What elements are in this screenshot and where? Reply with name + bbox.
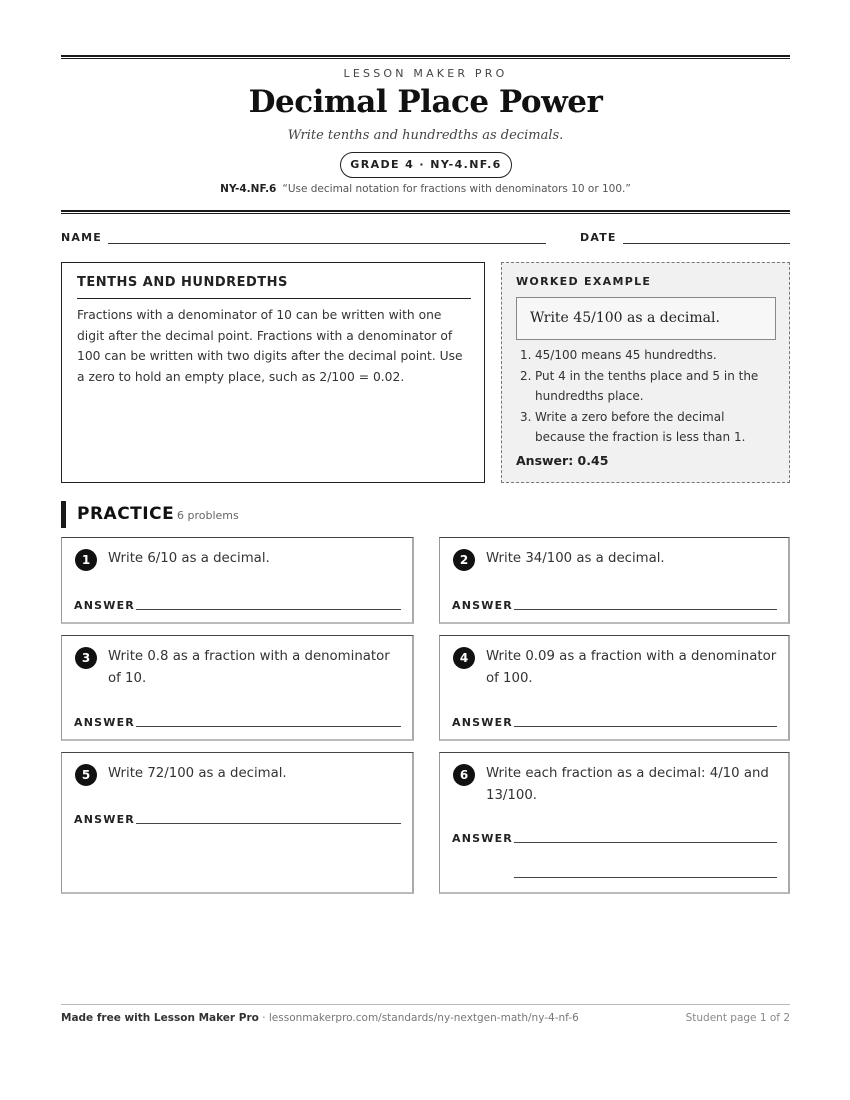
answer-field-1[interactable] bbox=[136, 609, 401, 610]
name-label: NAME bbox=[61, 231, 102, 244]
answer-field-6-line-2[interactable] bbox=[514, 877, 777, 878]
header-bottom-rule bbox=[61, 210, 790, 214]
practice-count: 6 problems bbox=[177, 509, 239, 522]
footer-brand: Made free with Lesson Maker Pro bbox=[61, 1012, 259, 1024]
problem-number-badge: 1 bbox=[75, 549, 97, 571]
footer-url: · lessonmakerpro.com/standards/ny-nextgen-math/ny-4-nf-6 bbox=[258, 1012, 579, 1024]
date-label: DATE bbox=[580, 231, 617, 244]
page-subtitle: Write tenths and hundredths as decimals. bbox=[287, 128, 564, 143]
answer-field-3[interactable] bbox=[136, 726, 401, 727]
step-item: 1. 45/100 means 45 hundredths. bbox=[520, 348, 717, 362]
step-item: 3. Write a zero before the decimal because the fraction is less than 1. bbox=[520, 409, 746, 444]
problem-number-badge: 6 bbox=[453, 764, 475, 786]
answer-label: ANSWER bbox=[74, 813, 135, 826]
problem-text: Write 6/10 as a decimal. bbox=[108, 551, 270, 566]
answer-label: ANSWER bbox=[452, 716, 513, 729]
step-item: 2. Put 4 in the tenths place and 5 in the hundredths place. bbox=[520, 368, 759, 403]
problem-card-5 bbox=[61, 752, 414, 894]
date-field[interactable] bbox=[623, 243, 790, 244]
answer-field-2[interactable] bbox=[514, 609, 777, 610]
problem-card-1 bbox=[61, 537, 414, 624]
problem-number-badge: 3 bbox=[75, 647, 97, 669]
practice-title: PRACTICE bbox=[77, 504, 175, 524]
standard-text: “Use decimal notation for fractions with denominators 10 or 100.” bbox=[282, 183, 631, 195]
answer-label: ANSWER bbox=[74, 599, 135, 612]
answer-label: ANSWER bbox=[452, 599, 513, 612]
answer-label: ANSWER bbox=[452, 832, 513, 845]
brand-label: LESSON MAKER PRO bbox=[343, 67, 508, 80]
problem-text: Write 72/100 as a decimal. bbox=[108, 766, 287, 781]
name-field[interactable] bbox=[108, 243, 546, 244]
standard-line bbox=[61, 183, 790, 195]
problem-number-badge: 4 bbox=[453, 647, 475, 669]
footer-credit bbox=[61, 1012, 579, 1024]
answer-field-6[interactable] bbox=[514, 842, 777, 843]
answer-label: ANSWER bbox=[74, 716, 135, 729]
concept-box bbox=[61, 262, 485, 483]
practice-accent-bar bbox=[61, 501, 66, 528]
problem-text: Write 34/100 as a decimal. bbox=[486, 551, 665, 566]
problem-card-4 bbox=[439, 635, 790, 741]
answer-field-5[interactable] bbox=[136, 823, 401, 824]
problem-text: Write 0.09 as a fraction with a denominator of 100. bbox=[486, 649, 777, 686]
problem-card-3 bbox=[61, 635, 414, 741]
worksheet-page bbox=[61, 0, 790, 1100]
answer-field-4[interactable] bbox=[514, 726, 777, 727]
header-top-rule bbox=[61, 55, 790, 59]
footer-rule bbox=[61, 1004, 790, 1005]
concept-title: TENTHS AND HUNDREDTHS bbox=[77, 275, 471, 299]
page-title: Decimal Place Power bbox=[248, 84, 603, 120]
worked-example-box bbox=[501, 262, 790, 483]
standard-code: NY-4.NF.6 bbox=[220, 183, 277, 195]
concept-body: Fractions with a denominator of 10 can be written with one digit after the decimal point. Fractions with a denominator of 100 can be written with two digits after the decimal point. Use a zero to hold an empty place, such as 2/100 = 0.02. bbox=[77, 308, 463, 384]
problem-number-badge: 5 bbox=[75, 764, 97, 786]
worked-example-label: WORKED EXAMPLE bbox=[516, 275, 652, 288]
footer-page-number: Student page 1 of 2 bbox=[685, 1012, 790, 1024]
worked-example-steps bbox=[516, 345, 778, 448]
problem-text: Write 0.8 as a fraction with a denominator of 10. bbox=[108, 649, 390, 686]
grade-badge: GRADE 4 · NY-4.NF.6 bbox=[340, 152, 512, 178]
problem-card-6 bbox=[439, 752, 790, 894]
problem-text: Write each fraction as a decimal: 4/10 and 13/100. bbox=[486, 766, 769, 803]
problem-number-badge: 2 bbox=[453, 549, 475, 571]
worked-example-question: Write 45/100 as a decimal. bbox=[516, 297, 776, 340]
problem-card-2 bbox=[439, 537, 790, 624]
worked-example-answer: Answer: 0.45 bbox=[516, 453, 609, 468]
